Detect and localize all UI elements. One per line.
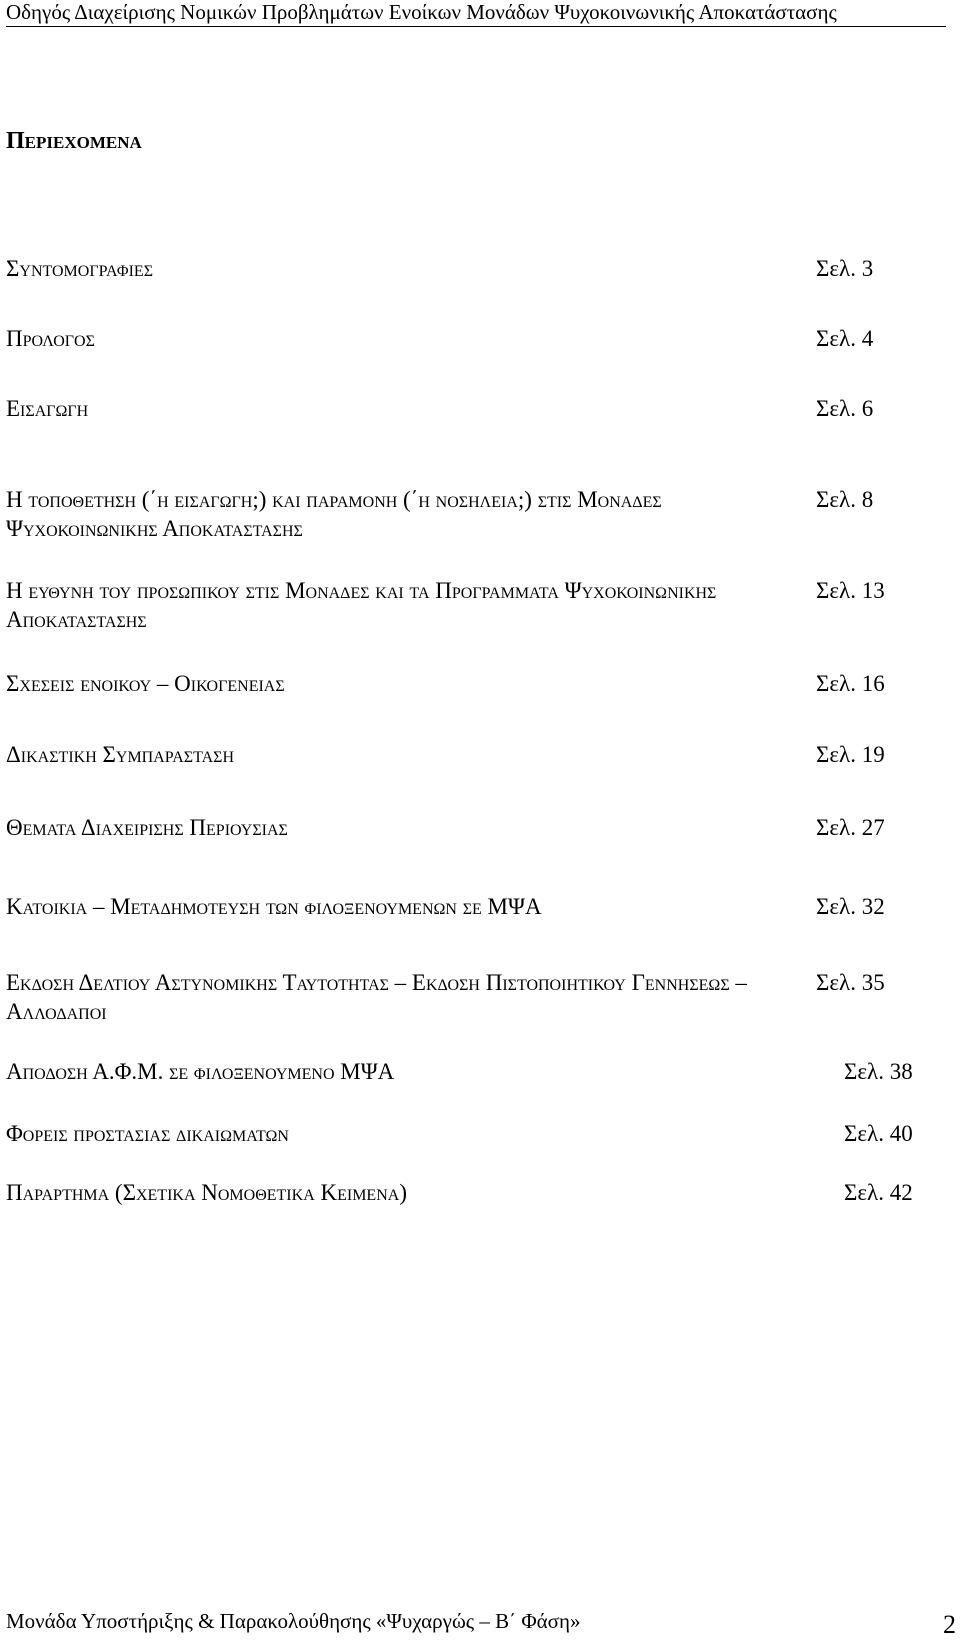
toc-entry-page: Σελ. 27	[816, 815, 885, 840]
toc-entry-page: Σελ. 8	[816, 487, 874, 512]
toc-entry-text: Συντομογραφιες	[6, 256, 154, 281]
toc-entry-page: Σελ. 16	[816, 671, 885, 696]
toc-entry-page: Σελ. 38	[844, 1059, 913, 1084]
toc-entry-text: Σχεσεις ενοικου – Οικογενειας	[6, 671, 285, 696]
toc-entry-page: Σελ. 32	[816, 894, 885, 919]
toc-entry-text: Προλογος	[6, 326, 95, 351]
toc-entry-text: Αποδοση Α.Φ.Μ. σε φιλοξενουμενο ΜΨΑ	[6, 1059, 395, 1084]
toc-entry-text: Η τοποθετηση (΄η εισαγωγη;) και παραμονη (΄η νοσηλεια;) στις Μοναδες Ψυχοκοινωνικης Αποκαταστασης	[6, 487, 662, 541]
toc-entry-page: Σελ. 40	[844, 1121, 913, 1146]
running-header	[6, 0, 946, 27]
toc-entry-text: Η ευθυνη του προσωπικου στις Μοναδες και τα Προγραμματα Ψυχοκοινωνικης Αποκαταστασης	[6, 578, 717, 632]
header-text: Οδηγός Διαχείρισης Νομικών Προβλημάτων Ενοίκων Μονάδων Ψυχοκοινωνικής Αποκατάστασης	[6, 0, 837, 24]
toc-entry-text: Δικαστικη Συμπαρασταση	[6, 742, 235, 767]
toc-entry-text: Θεματα Διαχειρισης Περιουσιας	[6, 815, 288, 840]
footer-text: Μονάδα Υποστήριξης & Παρακολούθησης «Ψυχαργώς – Β΄ Φάση»	[6, 1609, 581, 1633]
toc-entry-text: Φορεις προστασιας δικαιωματων	[6, 1121, 289, 1146]
toc-entry-page: Σελ. 4	[816, 326, 874, 351]
toc-entry-page: Σελ. 13	[816, 578, 885, 603]
toc-entry-page: Σελ. 35	[816, 970, 885, 995]
toc-entry-text: Παραρτημα (Σχετικα Νομοθετικα Κειμενα)	[6, 1180, 407, 1205]
toc-entry-page: Σελ. 3	[816, 256, 874, 281]
toc-entry-text: Κατοικια – Μεταδημοτευση των φιλοξενουμενων σε ΜΨΑ	[6, 894, 542, 919]
toc-entry-text: Εκδοση Δελτιου Αστυνομικης Ταυτοτητας – Εκδοση Πιστοποιητικου Γεννησεως – Αλλοδαποι	[6, 970, 747, 1024]
footer-page-number: 2	[943, 1610, 956, 1639]
toc-entry-page: Σελ. 6	[816, 396, 874, 421]
toc-entry-page: Σελ. 19	[816, 742, 885, 767]
running-footer	[6, 1607, 956, 1639]
toc-title: Περιεχομενα	[6, 128, 142, 154]
toc-entry-page: Σελ. 42	[844, 1180, 913, 1205]
toc-entry-text: Εισαγωγη	[6, 396, 89, 421]
